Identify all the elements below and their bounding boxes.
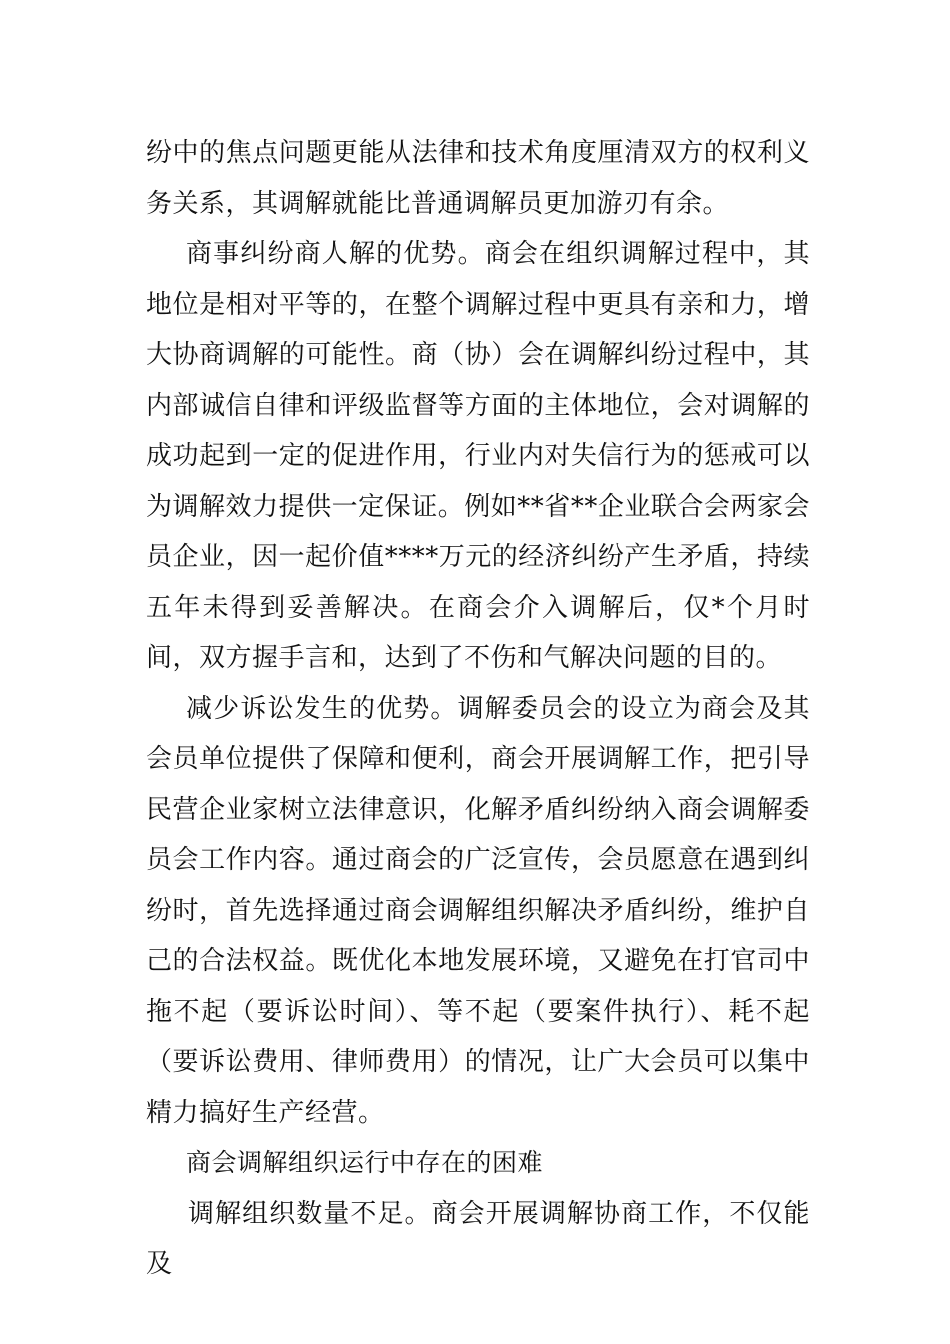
paragraph-merchant-mediation-advantage: 商事纠纷商人解的优势。商会在组织调解过程中，其地位是相对平等的，在整个调解过程中更具有亲和力，增大协商调解的可能性。商（协）会在调解纠纷过程中，其内部诚信自律和评级监督等方面的主体地位，会对调解的成功起到一定的促进作用，行业内对失信行为的惩戒可以为调解效力提供一定保证。例如**省**企业联合会两家会员企业，因一起价值****万元的经济纠纷产生矛盾，持续五年未得到妥善解决。在商会介入调解后，仅*个月时间，双方握手言和，达到了不伤和气解决问题的目的。 [146,239,810,673]
paragraph-insufficient-organizations: 调解组织数量不足。商会开展调解协商工作，不仅能及 [146,1198,810,1279]
document-body [146,128,810,1290]
paragraph-reduce-litigation-advantage: 减少诉讼发生的优势。调解委员会的设立为商会及其会员单位提供了保障和便利，商会开展调解工作，把引导民营企业家树立法律意识，化解矛盾纠纷纳入商会调解委员会工作内容。通过商会的广泛宣传，会员愿意在遇到纠纷时，首先选择通过商会调解组织解决矛盾纠纷，维护自己的合法权益。既优化本地发展环境，又避免在打官司中拖不起（要诉讼时间）、等不起（要案件执行）、耗不起（要诉讼费用、律师费用）的情况，让广大会员可以集中精力搞好生产经营。 [146,693,810,1128]
section-heading: 商会调解组织运行中存在的困难 [186,1148,544,1177]
paragraph-continuation: 纷中的焦点问题更能从法律和技术角度厘清双方的权利义务关系，其调解就能比普通调解员更加游刃有余。 [146,138,810,219]
